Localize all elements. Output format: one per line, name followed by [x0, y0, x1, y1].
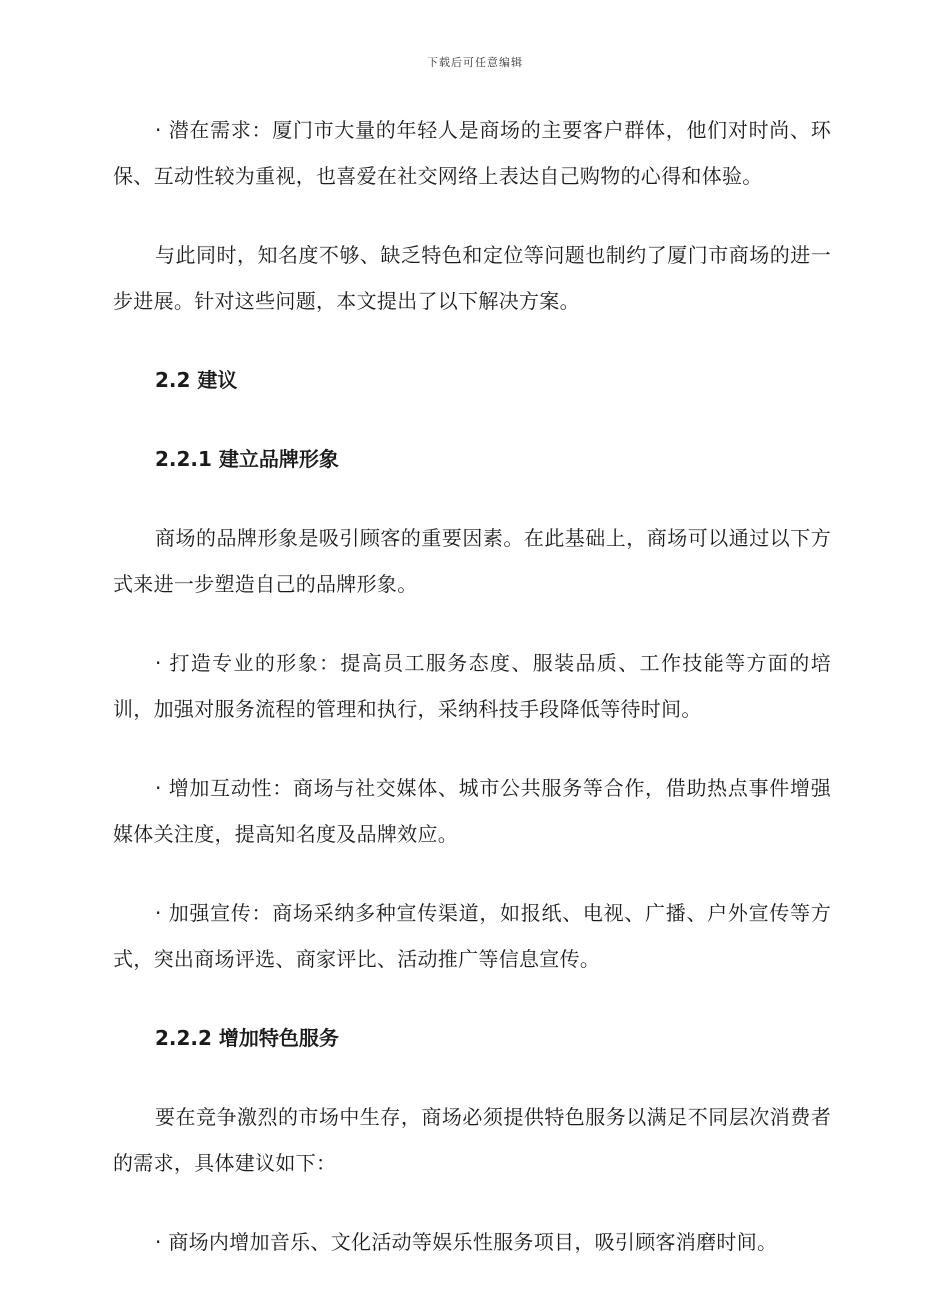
paragraph-publicity: · 加强宣传：商场采纳多种宣传渠道，如报纸、电视、广播、户外宣传等方式，突出商场评选、商家评比、活动推广等信息宣传。 [113, 901, 831, 971]
document-body [113, 114, 831, 1298]
paragraph-interactivity: · 增加互动性：商场与社交媒体、城市公共服务等合作，借助热点事件增强媒体关注度，提高知名度及品牌效应。 [113, 776, 831, 846]
paragraph-brand-image: 商场的品牌形象是吸引顾客的重要因素。在此基础上，商场可以通过以下方式来进一步塑造自己的品牌形象。 [113, 526, 831, 596]
paragraph-special-services: 要在竞争激烈的市场中生存，商场必须提供特色服务以满足不同层次消费者的需求，具体建议如下： [113, 1105, 831, 1175]
section-heading-2-2-1: 2.2.1 建立品牌形象 [155, 447, 339, 471]
section-heading-2-2: 2.2 建议 [155, 368, 238, 392]
paragraph-entertainment: · 商场内增加音乐、文化活动等娱乐性服务项目，吸引顾客消磨时间。 [155, 1230, 778, 1254]
paragraph-professional-image: · 打造专业的形象：提高员工服务态度、服装品质、工作技能等方面的培训，加强对服务流程的管理和执行，采纳科技手段降低等待时间。 [113, 651, 831, 721]
section-heading-2-2-2: 2.2.2 增加特色服务 [155, 1026, 339, 1050]
paragraph-potential-demand: · 潜在需求：厦门市大量的年轻人是商场的主要客户群体，他们对时尚、环保、互动性较为重视，也喜爱在社交网络上表达自己购物的心得和体验。 [113, 118, 831, 188]
header-note: 下载后可任意编辑 [427, 56, 523, 69]
paragraph-problems: 与此同时，知名度不够、缺乏特色和定位等问题也制约了厦门市商场的进一步进展。针对这些问题，本文提出了以下解决方案。 [113, 243, 831, 313]
